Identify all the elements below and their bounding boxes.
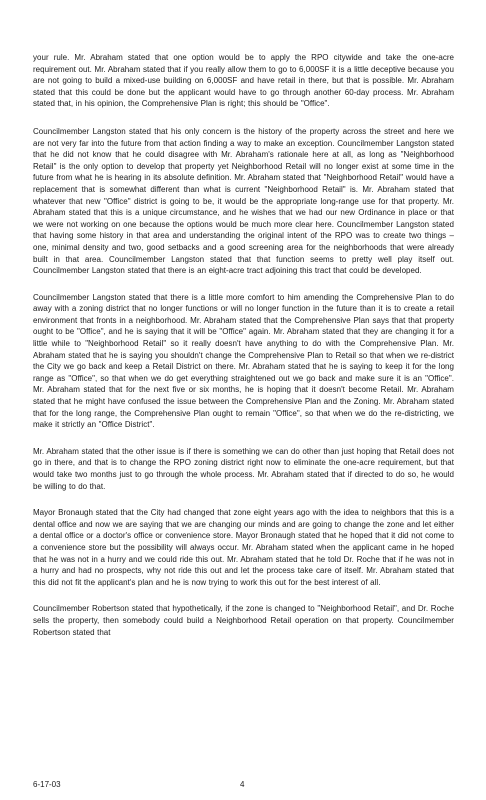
paragraph-abraham-rpo-change: Mr. Abraham stated that the other issue is if there is something we can do other than just hoping that Retail does not go in there, and that is to change the RPO zoning district right now to eliminate the one-acre requirement, but that would take two months just to go through the whole process. Mr. Abraham stated that if directed to do so, he would be willing to do that. [33,446,454,491]
footer-date: 6-17-03 [33,780,61,789]
paragraph-mayor-bronaugh: Mayor Bronaugh stated that the City had changed that zone eight years ago with the idea to neighbors that this is a dental office and now we are saying that we are changing our minds and are going to change the zone and let either a dental office or a doctor's office or convenience store. Mayor Bronaugh stated that he hoped that it did not come to a convenience store but the possibility will always occur. Mr. Abraham stated when the applicant came in he hoped that he was not in a hurry and we could ride this out. Mr. Abraham stated that he told Dr. Roche that if he was not in a hurry and had no prospects, why not ride this out and let the process take care of itself. Mr. Abraham stated that this did not fit the applicant's plan and he is now trying to work this out for the best interest of all. [33,508,454,587]
page-footer [33,779,454,791]
paragraph-langston-comprehensive-plan: Councilmember Langston stated that there is a little more comfort to him amending the Comprehensive Plan to do away with a zoning district that no longer functions or will no longer function in the future than it is to create a retail environment that fronts in a neighborhood. Mr. Abraham stated that the Comprehensive Plan says that that property ought to be "Office", and he is saying that it will be "Office" again. Mr. Abraham stated that they are changing it for a little while to "Neighborhood Retail" so it really doesn't have anything to do with the Comprehensive Plan. Mr. Abraham stated that he is saying you shouldn't change the Comprehensive Plan to Retail so that when we re-district the City we go back and keep a Retail District on there. Mr. Abraham stated that he is saying to keep it for the long range as "Office", so that when we do get everything straightened out we go back and make sure it is an "Office". Mr. Abraham stated that for the next five or six months, he is hoping that it doesn't become Retail. Mr. Abraham stated that he might have confused the issue between the Comprehensive Plan and the Zoning. Mr. Abraham stated that for the long range, the Comprehensive Plan ought to remain "Office", so that when we do the re-districting, we make it strictly an "Office District". [33,292,454,430]
paragraph-rpo-citywide: your rule. Mr. Abraham stated that one option would be to apply the RPO citywide and take the one-acre requirement out. Mr. Abraham stated that if you really allow them to go to 6,000SF it is a little deceptive because you are not going to build a mixed-use building on 6,000SF and have retail in there, but that is possible. Mr. Abraham stated that this could be done but the applicant would have to go through another 60-day process. Mr. Abraham stated that, in his opinion, the Comprehensive Plan is right; this should be "Office". [33,53,454,109]
page-number: 4 [240,780,245,789]
paragraph-langston-history: Councilmember Langston stated that his only concern is the history of the property across the street and here we are not very far into the future from that action finding a way to make an exception. Councilmember Langston stated that he did not know that he could disagree with Mr. Abraham's rationale here at all, as long as "Neighborhood Retail" is the only option to develop that property yet Neighborhood Retail will no longer exist at some time in the future from what he is hearing in its absolute definition. Mr. Abraham stated that "Neighborhood Retail" would have a replacement that is somewhat different than what is current "Neighborhood Retail" is. Mr. Abraham stated that whatever that new "Office" district is going to be, it would be the appropriate long-range use for that property. Mr. Abraham stated that this is a unique circumstance, and he wishes that we had our new Ordinance in place or that we were not working on one because the options would be much more clear here. Councilmember Langston stated that having some history in that area and understanding the original intent of the RPO was to create two things – one, minimal density and two, good setbacks and a good screening area for the neighborhoods that were already built in that area. Councilmember Langston stated that that function seems to pretty well play itself out. Councilmember Langston stated that there is an eight-acre tract adjoining this tract that could be developed. [33,126,454,276]
minutes-body [33,52,454,653]
paragraph-robertson: Councilmember Robertson stated that hypothetically, if the zone is changed to "Neighborhood Retail", and Dr. Roche sells the property, then somebody could build a Neighborhood Retail operation on that property. Councilmember Robertson stated that [33,604,454,637]
